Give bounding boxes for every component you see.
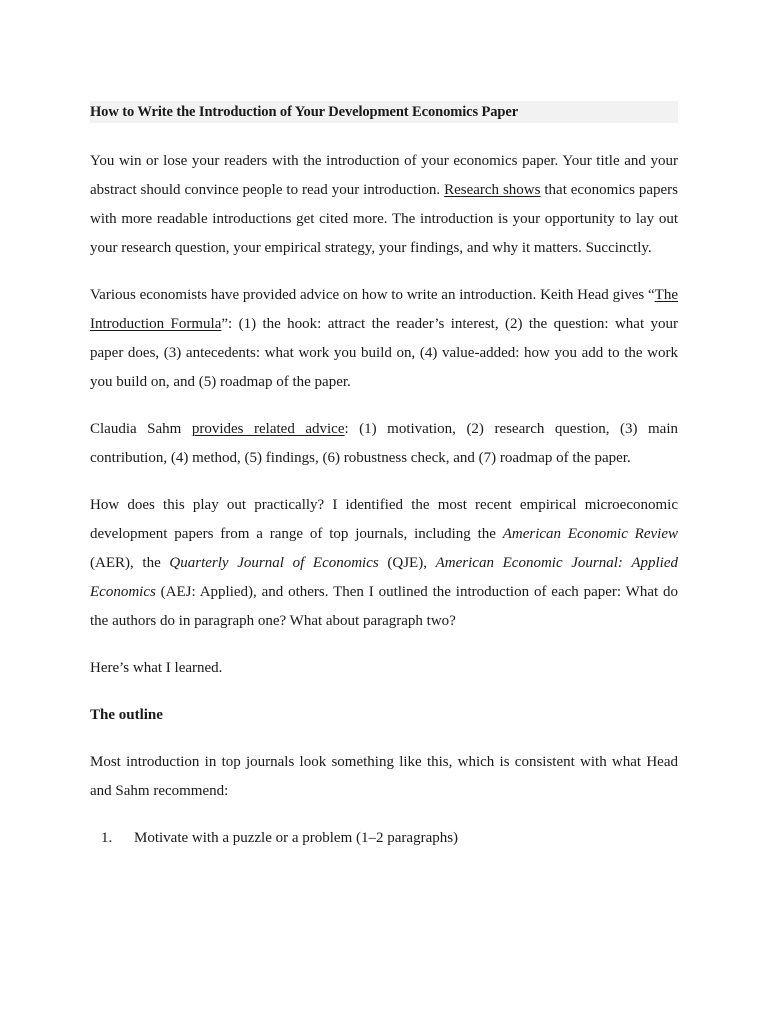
- journal-aej-applied: American Economic Journal: Applied Economics: [90, 555, 678, 600]
- paragraph-journals: [90, 491, 678, 636]
- list-item: 1. Motivate with a puzzle or a problem (1–2 paragraphs): [116, 824, 678, 853]
- paragraph-outline-intro: Most introduction in top journals look something like this, which is consistent with what Head and Sahm recommend:: [90, 754, 678, 799]
- journal-aer: American Economic Review: [502, 526, 678, 542]
- paragraph-head-formula: [90, 281, 678, 397]
- paragraph-journals-text-1: How does this play out practically? I identified the most recent empirical microeconomic development papers from a range of top journals, including the: [90, 497, 678, 542]
- paragraph-journals-text-2: (AER), the: [90, 555, 170, 571]
- outline-list: [90, 824, 678, 853]
- paragraph-head-text-a: Various economists have provided advice on how to write an introduction. Keith Head gives “: [90, 287, 655, 303]
- paragraph-intro-text-b: that economics papers with more readable introductions get cited more. The introduction is your opportunity to lay out your research question, your empirical strategy, your findings, and why it matters. Succinctly.: [90, 182, 678, 256]
- research-shows-link[interactable]: Research shows: [444, 182, 541, 198]
- document-title-text: How to Write the Introduction of Your Development Economics Paper: [90, 104, 519, 120]
- paragraph-head-text-b: ”: (1) the hook: attract the reader’s interest, (2) the question: what your paper does, (3) antecedents: what work you build on, (4) value-added: how you add to the work you build on, and (5) roadmap of the paper.: [90, 316, 678, 390]
- paragraph-sahm-advice: [90, 415, 678, 473]
- paragraph-journals-text-4: (AEJ: Applied), and others. Then I outlined the introduction of each paper: What do the authors do in paragraph one? What about paragraph two?: [90, 584, 678, 629]
- paragraph-intro-text-a: You win or lose your readers with the introduction of your economics paper. Your title and your abstract should convince people to read your introduction.: [90, 153, 678, 198]
- related-advice-link[interactable]: provides related advice: [191, 421, 345, 437]
- document-page: [90, 100, 678, 853]
- paragraph-learned: Here’s what I learned.: [90, 660, 223, 676]
- paragraph-intro: [90, 147, 678, 263]
- document-title: [90, 101, 678, 123]
- heading-outline: The outline: [90, 707, 163, 723]
- paragraph-sahm-text-b: : (1) motivation, (2) research question, (3) main contribution, (4) method, (5) findings, (6) robustness check, and (7) roadmap of the paper.: [90, 421, 679, 466]
- journal-qje: Quarterly Journal of Economics: [169, 555, 379, 571]
- introduction-formula-link[interactable]: The Introduction Formula: [90, 287, 678, 332]
- paragraph-sahm-text-a: Claudia Sahm: [90, 421, 192, 437]
- paragraph-journals-text-3: (QJE),: [378, 555, 436, 571]
